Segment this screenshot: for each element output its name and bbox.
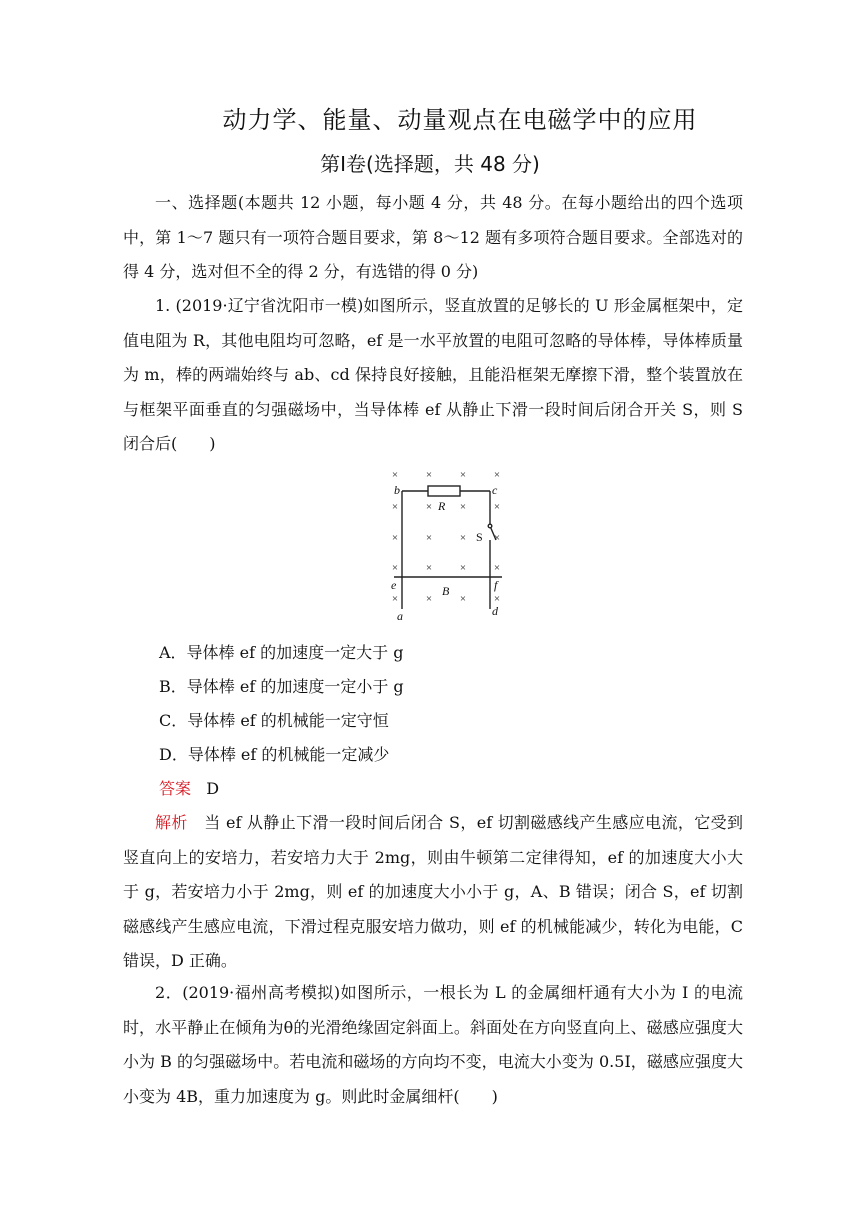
circuit-diagram xyxy=(380,462,510,622)
field-cross: × xyxy=(493,501,501,513)
label-R: R xyxy=(438,499,446,513)
label-c: c xyxy=(492,483,498,497)
label-f: f xyxy=(494,578,498,592)
field-cross: × xyxy=(425,593,433,605)
field-cross: × xyxy=(493,469,501,481)
label-a: a xyxy=(397,609,403,622)
option-d: D．导体棒 ef 的机械能一定减少 xyxy=(159,745,390,764)
label-S: S xyxy=(476,530,483,544)
field-cross: × xyxy=(425,469,433,481)
analysis-label: 解析 xyxy=(155,813,188,832)
field-cross: × xyxy=(459,562,467,574)
label-B: B xyxy=(442,584,450,598)
field-cross: × xyxy=(493,562,501,574)
option-a: A．导体棒 ef 的加速度一定大于 g xyxy=(159,643,404,662)
section-intro: 一、选择题(本题共 12 小题，每小题 4 分，共 48 分。在每小题给出的四个选项中，第 1～7 题只有一项符合题目要求，第 8～12 题有多项符合题目要求。全部选对的得 4 分，选对但不全的得 2 分，有选错的得 0 分) xyxy=(123,193,743,281)
field-cross: × xyxy=(493,532,501,544)
label-d: d xyxy=(492,604,498,618)
field-cross: × xyxy=(425,562,433,574)
field-cross: × xyxy=(425,501,433,513)
question-2-stem: 2．(2019·福州高考模拟)如图所示，一根长为 L 的金属细杆通有大小为 I 的电流时，水平静止在倾角为θ的光滑绝缘固定斜面上。斜面处在方向竖直向上、磁感应强度大小为 B 的匀强磁场中。若电流和磁场的方向均不变，电流大小变为 0.5I，磁感应强度大小变为 4B，重力加速度为 g。则此时金属细杆( ) xyxy=(123,983,743,1106)
field-cross: × xyxy=(459,501,467,513)
answer-label: 答案 xyxy=(159,779,192,798)
analysis-text: 当 ef 从静止下滑一段时间后闭合 S，ef 切割磁感线产生感应电流，它受到竖直向上的安培力，若安培力大于 2mg，则由牛顿第二定律得知，ef 的加速度大小大于 g，若安培力小于 2mg，则 ef 的加速度大小小于 g，A、B 错误；闭合 S，ef 切割磁感线产生感应电流，下滑过程克服安培力做功，则 ef 的机械能减少，转化为电能，C 错误，D 正确。 xyxy=(123,813,743,970)
field-cross: × xyxy=(391,532,399,544)
field-cross: × xyxy=(493,593,501,605)
field-cross: × xyxy=(391,562,399,574)
question-1-stem: 1. (2019·辽宁省沈阳市一模)如图所示，竖直放置的足够长的 U 形金属框架中，定值电阻为 R，其他电阻均可忽略，ef 是一水平放置的电阻可忽略的导体棒，导体棒质量为 m，棒的两端始终与 ab、cd 保持良好接触，且能沿框架无摩擦下滑，整个装置放在与框架平面垂直的匀强磁场中，当导体棒 ef 从静止下滑一段时间后闭合开关 S，则 S 闭合后( ) xyxy=(123,296,743,453)
page-title: 动力学、能量、动量观点在电磁学中的应用 xyxy=(222,106,698,134)
section-subtitle: 第Ⅰ卷(选择题，共 48 分) xyxy=(320,152,540,176)
label-b: b xyxy=(394,483,400,497)
field-cross: × xyxy=(459,469,467,481)
switch-pivot xyxy=(488,524,492,528)
field-cross: × xyxy=(459,532,467,544)
option-b: B．导体棒 ef 的加速度一定小于 g xyxy=(159,677,404,696)
field-cross: × xyxy=(391,501,399,513)
field-cross: × xyxy=(425,532,433,544)
resistor-R xyxy=(428,486,460,496)
answer-line xyxy=(159,772,219,806)
answer-value: D xyxy=(206,779,220,798)
option-c: C．导体棒 ef 的机械能一定守恒 xyxy=(159,711,389,730)
field-cross: × xyxy=(391,469,399,481)
field-cross: × xyxy=(391,593,399,605)
analysis-block xyxy=(123,806,743,979)
label-e: e xyxy=(391,578,397,592)
field-cross: × xyxy=(459,593,467,605)
